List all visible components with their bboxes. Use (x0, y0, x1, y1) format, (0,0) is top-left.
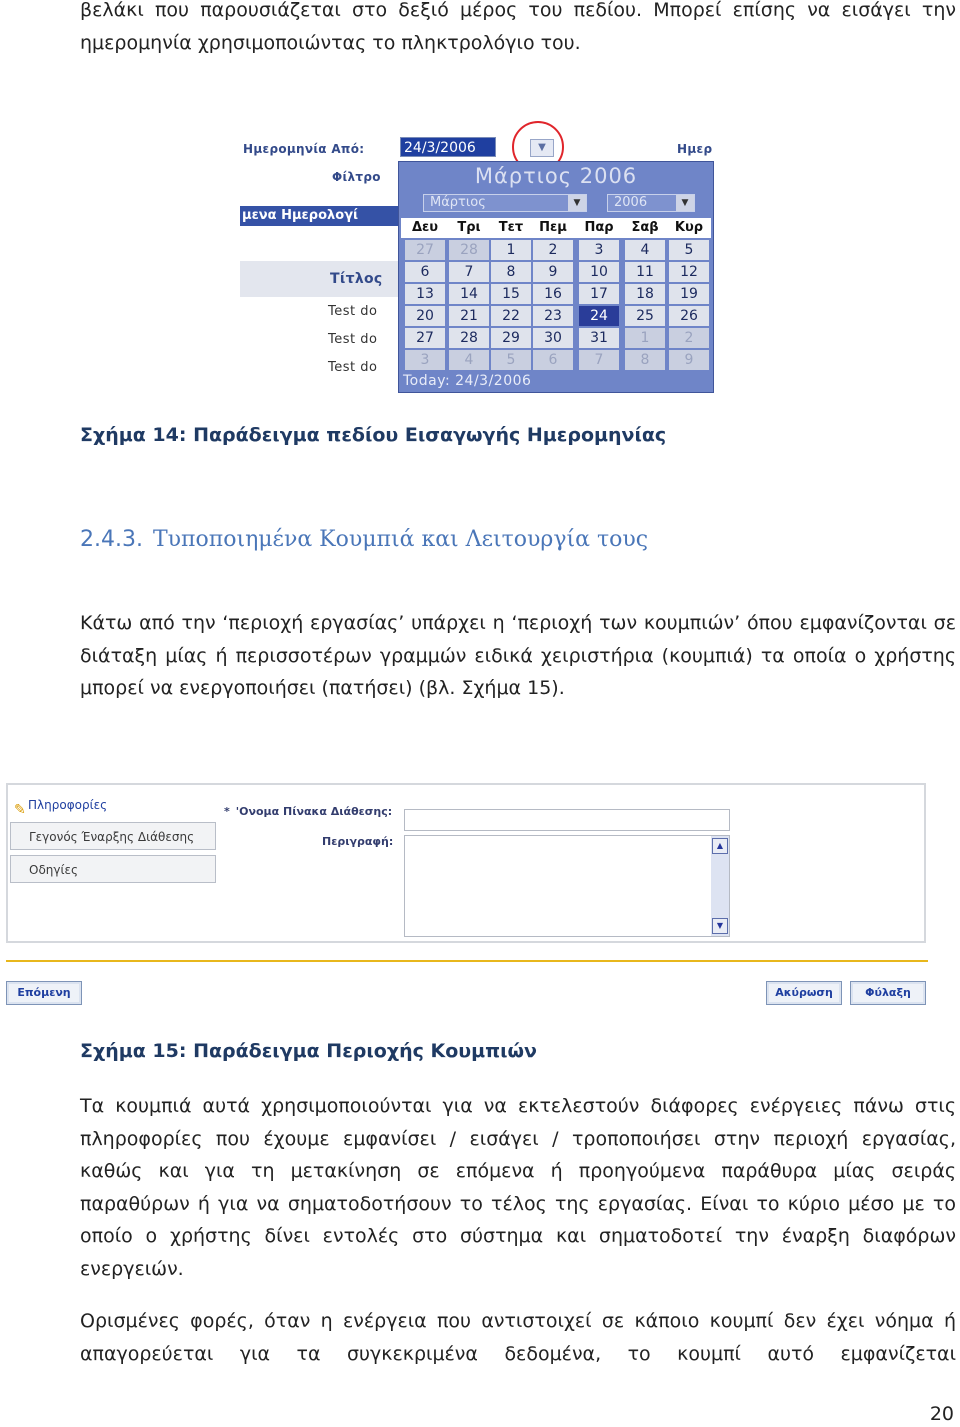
text-line: ενεργειών. (80, 1257, 184, 1280)
calendar-day[interactable]: 27 (405, 328, 445, 348)
calendar-day[interactable]: 9 (669, 350, 709, 370)
text-line: οποίο ο χρήστης δίνει εντολές στο σύστημα και σηματοδοτεί την έναρξη διαφόρων (80, 1225, 956, 1247)
calendar-day[interactable]: 5 (669, 240, 709, 260)
text-line: μπορεί να ενεργοποιήσει (πατήσει) (βλ. Σχήμα 15). (80, 677, 565, 699)
tab-information[interactable] (10, 791, 216, 819)
figure-14-caption: Σχήμα 14: Παράδειγμα πεδίου Εισαγωγής Ημερομηνίας (80, 424, 667, 446)
date-input[interactable]: 24/3/2006 (400, 137, 496, 157)
weekday-label: Παρ (584, 220, 614, 235)
grid-header (240, 261, 400, 297)
calendar-day[interactable]: 5 (491, 350, 531, 370)
calendar-day[interactable]: 12 (669, 262, 709, 282)
description-field-label: Περιγραφή: (322, 835, 394, 848)
calendar-day[interactable]: 30 (533, 328, 573, 348)
page-number: 20 (929, 1403, 954, 1425)
month-select-value: Μάρτιος (430, 195, 486, 210)
calendar-day[interactable]: 23 (533, 306, 573, 326)
calendar-day[interactable]: 7 (579, 350, 619, 370)
divider (6, 960, 928, 962)
calendar-day[interactable]: 1 (491, 240, 531, 260)
tab-disposition-start-event[interactable] (10, 822, 216, 850)
chevron-down-icon: ▼ (676, 195, 694, 211)
calendar-day[interactable]: 2 (533, 240, 573, 260)
chevron-down-icon: ▼ (568, 195, 586, 211)
next-button[interactable]: Επόμενη (6, 981, 82, 1005)
calendar-day[interactable]: 28 (449, 328, 489, 348)
text-line: παραθύρων ή για να σηματοδοτήσουν το τέλος της εργασίας. Είναι το κύριο μέσο με το (80, 1192, 956, 1215)
required-marker: * (224, 805, 230, 818)
calendar-day[interactable]: 6 (533, 350, 573, 370)
text-line: απαγορεύεται για τα συγκεκριμένα δεδομένα, το κουμπί αυτό εμφανίζεται (80, 1342, 956, 1365)
calendar-day[interactable]: 29 (491, 328, 531, 348)
calendar-day[interactable]: 25 (625, 306, 665, 326)
calendar-title: Μάρτιος 2006 (474, 164, 638, 188)
calendar-day[interactable]: 9 (533, 262, 573, 282)
weekday-header (401, 218, 711, 238)
section-header-bar: μενα Ημερολογί (240, 206, 402, 226)
scroll-down-icon[interactable]: ▼ (712, 918, 728, 934)
name-field-label (224, 805, 392, 818)
table-name-input[interactable] (404, 809, 730, 831)
calendar-day[interactable]: 27 (405, 240, 445, 260)
year-select[interactable] (607, 194, 695, 212)
text-line: διάταξη μίας ή περισσοτέρων γραμμών ειδικά χειριστήρια (κουμπιά) τα οποία ο χρήστης (80, 644, 956, 667)
figure-15-button-area (6, 783, 930, 1013)
grid-row: Test do (328, 304, 378, 319)
tab-instructions[interactable] (10, 855, 216, 883)
scroll-up-icon[interactable]: ▲ (712, 838, 728, 854)
calendar-popup (398, 161, 714, 393)
text-line: ημερομηνία χρησιμοποιώντας το πληκτρολόγιο του. (80, 31, 581, 54)
month-select[interactable] (423, 194, 587, 212)
tab-label: Γεγονός Έναρξης Διάθεσης (29, 830, 195, 844)
year-select-value: 2006 (614, 195, 648, 210)
calendar-day[interactable]: 28 (449, 240, 489, 260)
text-line: πληροφορίες που έχουμε εμφανίσει / εισάγει / τροποποιήσει στην περιοχή εργασίας, (80, 1127, 956, 1150)
weekday-label: Δευ (411, 220, 439, 235)
grid-row: Test do (328, 360, 378, 375)
chevron-down-icon: ▼ (538, 142, 546, 153)
section-title: Τυποποιημένα Κουμπιά και Λειτουργία τους (152, 527, 649, 552)
text-line: Ορισμένες φορές, όταν η ενέργεια που αντιστοιχεί σε κάποιο κουμπί δεν έχει νόημα ή (80, 1310, 956, 1332)
calendar-day[interactable]: 14 (449, 284, 489, 304)
tab-label: Οδηγίες (29, 863, 79, 877)
text-line: βελάκι που παρουσιάζεται στο δεξιό μέρος του πεδίου. Μπορεί επίσης να εισάγει την (80, 0, 956, 21)
weekday-label: Τετ (498, 220, 524, 235)
calendar-day[interactable]: 21 (449, 306, 489, 326)
calendar-day[interactable]: 8 (625, 350, 665, 370)
text-line: καθώς και για τη μετακίνηση σε επόμενα ή προηγούμενα παράθυρα μίας σειράς (80, 1160, 956, 1182)
pencil-icon: ✎ (14, 802, 26, 818)
calendar-day[interactable]: 18 (625, 284, 665, 304)
calendar-day[interactable]: 24 (579, 306, 619, 326)
calendar-day[interactable]: 4 (449, 350, 489, 370)
figure-15-caption: Σχήμα 15: Παράδειγμα Περιοχής Κουμπιών (80, 1040, 537, 1062)
calendar-days (401, 240, 711, 372)
calendar-day[interactable]: 20 (405, 306, 445, 326)
weekday-label: Τρι (457, 220, 481, 235)
calendar-day[interactable]: 19 (669, 284, 709, 304)
date-from-label: Ημερομηνία Από: (243, 142, 365, 156)
weekday-label: Κυρ (674, 220, 704, 235)
calendar-day[interactable]: 17 (579, 284, 619, 304)
calendar-day[interactable]: 13 (405, 284, 445, 304)
calendar-day[interactable]: 22 (491, 306, 531, 326)
title-column-header: Τίτλος (330, 271, 383, 287)
calendar-day[interactable]: 16 (533, 284, 573, 304)
calendar-day[interactable]: 8 (491, 262, 531, 282)
calendar-day[interactable]: 3 (405, 350, 445, 370)
calendar-day[interactable]: 10 (579, 262, 619, 282)
calendar-day[interactable]: 31 (579, 328, 619, 348)
section-heading (80, 527, 648, 552)
form-panel (6, 783, 926, 943)
name-label-text: 'Ονομα Πίνακα Διάθεσης: (235, 805, 393, 818)
calendar-day[interactable]: 2 (669, 328, 709, 348)
calendar-day[interactable]: 6 (405, 262, 445, 282)
paragraph-disabled-buttons (80, 1305, 956, 1370)
scrollbar[interactable] (711, 836, 729, 936)
filter-label: Φίλτρο (332, 170, 381, 184)
save-button[interactable]: Φύλαξη (850, 981, 926, 1005)
tab-label: Πληροφορίες (28, 798, 108, 812)
text-line: Τα κουμπιά αυτά χρησιμοποιούνται για να εκτελεστούν διάφορες ενέργειες πάνω στις (80, 1095, 956, 1117)
cancel-button[interactable]: Ακύρωση (766, 981, 842, 1005)
grid-row: Test do (328, 332, 378, 347)
paragraph-buttons-usage (80, 1090, 956, 1285)
today-label[interactable]: Today: 24/3/2006 (403, 373, 532, 389)
paragraph-button-area (80, 607, 956, 705)
description-textarea[interactable] (404, 835, 730, 937)
calendar-day[interactable]: 3 (579, 240, 619, 260)
calendar-day[interactable]: 26 (669, 306, 709, 326)
weekday-label: Πεμ (539, 220, 567, 235)
date-to-label: Ημερ (677, 142, 713, 156)
calendar-day[interactable]: 4 (625, 240, 665, 260)
section-number: 2.4.3. (80, 527, 143, 552)
calendar-day[interactable]: 1 (625, 328, 665, 348)
calendar-day[interactable]: 7 (449, 262, 489, 282)
intro-paragraph (80, 0, 956, 59)
calendar-day[interactable]: 11 (625, 262, 665, 282)
weekday-label: Σαβ (631, 220, 659, 235)
calendar-day[interactable]: 15 (491, 284, 531, 304)
figure-14-date-picker (240, 135, 720, 395)
text-line: Κάτω από την ‘περιοχή εργασίας’ υπάρχει η ‘περιοχή των κουμπιών’ όπου εμφανίζονται σε (80, 612, 956, 634)
